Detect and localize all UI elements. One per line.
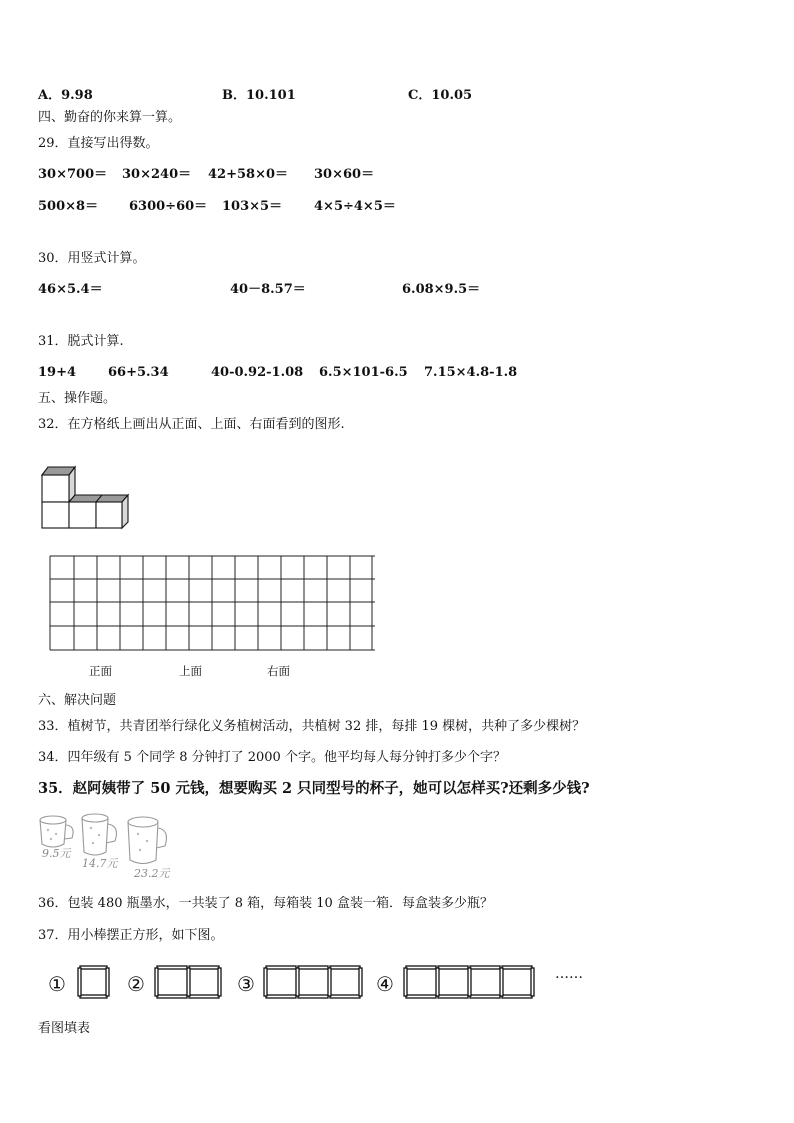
q34-text: 34．四年级有 5 个同学 8 分钟打了 2000 个字。他平均每人每分钟打多少个字？ bbox=[38, 750, 506, 765]
q30-item: 6.08×9.5＝ bbox=[402, 282, 481, 297]
grid-paper bbox=[45, 552, 380, 656]
marker-3: ③ bbox=[237, 972, 255, 996]
q31-title: 31．脱式计算. bbox=[38, 334, 124, 349]
q33-text: 33．植树节，共青团举行绿化义务植树活动，共植树 32 排，每排 19 棵树，共种了多少棵树？ bbox=[38, 719, 586, 734]
section-6-heading: 六、解决问题 bbox=[38, 693, 117, 708]
q29-item: 42+58×0＝ bbox=[208, 167, 289, 182]
marker-1: ① bbox=[48, 972, 66, 996]
stick-squares-figure bbox=[70, 962, 540, 1006]
cube-stack-figure bbox=[36, 460, 136, 532]
cup-price-2: 14.7元 bbox=[82, 857, 118, 870]
section-4-heading: 四、勤奋的你来算一算。 bbox=[38, 110, 182, 125]
q29-item: 500×8＝ bbox=[38, 199, 99, 214]
q29-item: 6300÷60＝ bbox=[129, 199, 208, 214]
grid-label-front: 正面 bbox=[89, 664, 112, 678]
q29-title: 29．直接写出得数。 bbox=[38, 136, 159, 151]
q36-text: 36．包装 480 瓶墨水，一共装了 8 箱，每箱装 10 盒装一箱．每盒装多少瓶？ bbox=[38, 896, 493, 911]
q32-title: 32．在方格纸上画出从正面、上面、右面看到的图形. bbox=[38, 417, 345, 432]
q31-item: 66+5.34 bbox=[108, 365, 169, 380]
q30-item: 46×5.4＝ bbox=[38, 282, 103, 297]
option-c: C．10.05 bbox=[408, 88, 473, 103]
q29-item: 30×700＝ bbox=[38, 167, 108, 182]
q29-item: 30×240＝ bbox=[122, 167, 192, 182]
q29-item: 4×5÷4×5＝ bbox=[314, 199, 396, 214]
q37-title: 37．用小棒摆正方形，如下图。 bbox=[38, 928, 224, 943]
q31-item: 7.15×4.8-1.8 bbox=[424, 365, 518, 380]
ellipsis: …… bbox=[555, 966, 583, 982]
q31-item: 19+4 bbox=[38, 365, 77, 380]
q29-item: 103×5＝ bbox=[222, 199, 283, 214]
q31-item: 40-0.92-1.08 bbox=[211, 365, 304, 380]
q30-item: 40－8.57＝ bbox=[230, 282, 306, 297]
grid-label-top: 上面 bbox=[179, 664, 202, 678]
q35-text: 35．赵阿姨带了 50 元钱，想要购买 2 只同型号的杯子，她可以怎样买?还剩多少钱? bbox=[38, 780, 590, 797]
q29-item: 30×60＝ bbox=[314, 167, 375, 182]
section-5-heading: 五、操作题。 bbox=[38, 391, 117, 406]
marker-4: ④ bbox=[376, 972, 394, 996]
option-a: A．9.98 bbox=[38, 88, 93, 103]
option-b: B．10.101 bbox=[222, 88, 296, 103]
cup-price-1: 9.5元 bbox=[42, 847, 71, 860]
q31-item: 6.5×101-6.5 bbox=[319, 365, 408, 380]
marker-2: ② bbox=[127, 972, 145, 996]
cup-price-3: 23.2元 bbox=[134, 867, 170, 880]
grid-label-right: 右面 bbox=[267, 664, 290, 678]
q30-title: 30．用竖式计算。 bbox=[38, 251, 146, 266]
footer-text: 看图填表 bbox=[38, 1021, 91, 1036]
